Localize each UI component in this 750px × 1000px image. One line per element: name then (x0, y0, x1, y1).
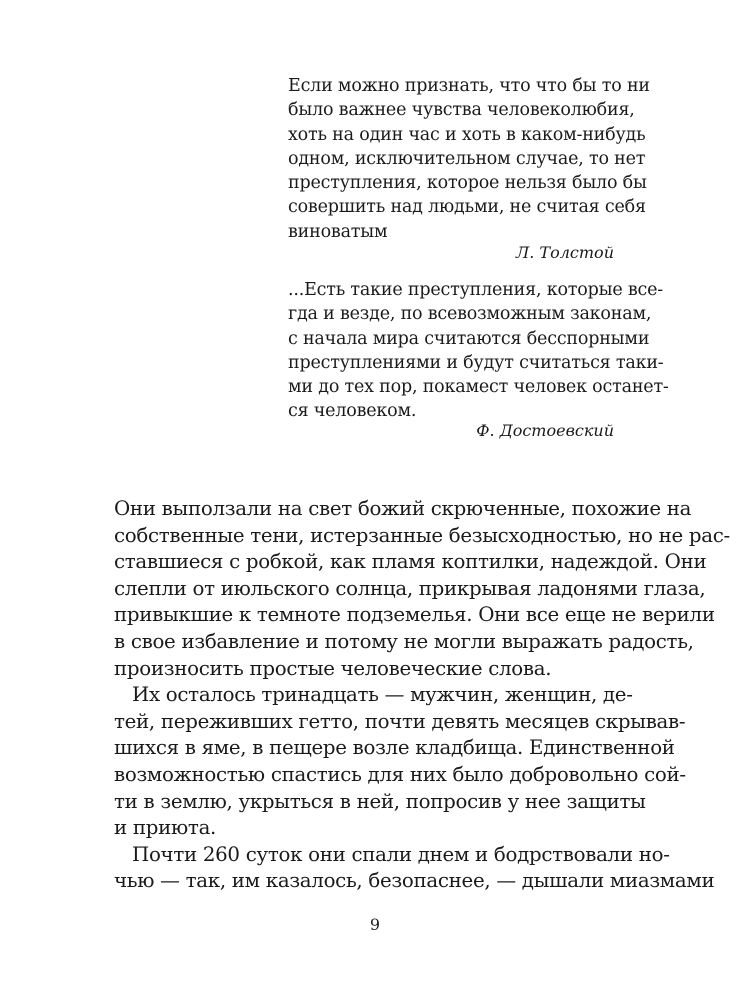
body-line: привыкшие к темноте подземелья. Они все еще не верили (114, 603, 715, 627)
epigraph-line: ся человеком. (288, 401, 417, 422)
epigraph-line: было важнее чувства человеколюбия, (288, 100, 635, 121)
epigraph-dostoevsky (288, 278, 669, 424)
body-line: ти в землю, укрыться в ней, попросив у нее защиты (114, 789, 646, 813)
epigraph-line: виноватым (288, 221, 388, 242)
body-line: слепли от июльского солнца, прикрывая ладонями глаза, (114, 576, 706, 600)
body-line: чью — так, им казалось, безопаснее, — дышали миазмами (114, 869, 715, 893)
body-line: произносить простые человеческие слова. (114, 656, 552, 680)
epigraph-line: преступлениями и будут считаться таки- (288, 352, 664, 373)
body-line: ставшиеся с робкой, как пламя коптилки, надеждой. Они (114, 550, 707, 574)
epigraph-author-tolstoy: Л. Толстой (515, 243, 614, 262)
epigraph-line: преступления, которое нельзя было бы (288, 173, 647, 194)
epigraph-line: ми до тех пор, покамест человек останет- (288, 377, 669, 398)
epigraph-line: совершить над людьми, не считая себя (288, 197, 646, 218)
body-text (114, 496, 730, 895)
page-number: 9 (369, 915, 381, 934)
body-line: возможностью спастись для них было добровольно сой- (114, 762, 686, 786)
body-line: и приюта. (114, 816, 217, 840)
epigraph-tolstoy (288, 74, 650, 244)
body-line: тей, переживших гетто, почти девять месяцев скрывав- (114, 709, 686, 733)
body-line: Они выползали на свет божий скрюченные, похожие на (114, 497, 692, 520)
body-line: Почти 260 суток они спали днем и бодрствовали но- (132, 842, 670, 866)
epigraph-line: одном, исключительном случае, то нет (288, 148, 646, 169)
epigraph-author-dostoevsky: Ф. Достоевский (476, 421, 614, 440)
body-line: Их осталось тринадцать — мужчин, женщин, де- (132, 683, 633, 707)
body-line: в свое избавление и потому не могли выражать радость, (114, 629, 694, 653)
body-line: шихся в яме, в пещере возле кладбища. Единственной (114, 736, 675, 760)
epigraph-line: Если можно признать, что что бы то ни (288, 76, 650, 96)
epigraph-line: хоть на один час и хоть в каком-нибудь (288, 124, 646, 145)
body-line: собственные тени, истерзанные безысходностью, но не рас- (114, 523, 730, 547)
epigraph-line: с начала мира считаются бесспорными (288, 328, 650, 349)
epigraph-line: гда и везде, по всевозможным законам, (288, 304, 652, 325)
epigraph-line: ...Есть такие преступления, которые все- (288, 280, 663, 300)
